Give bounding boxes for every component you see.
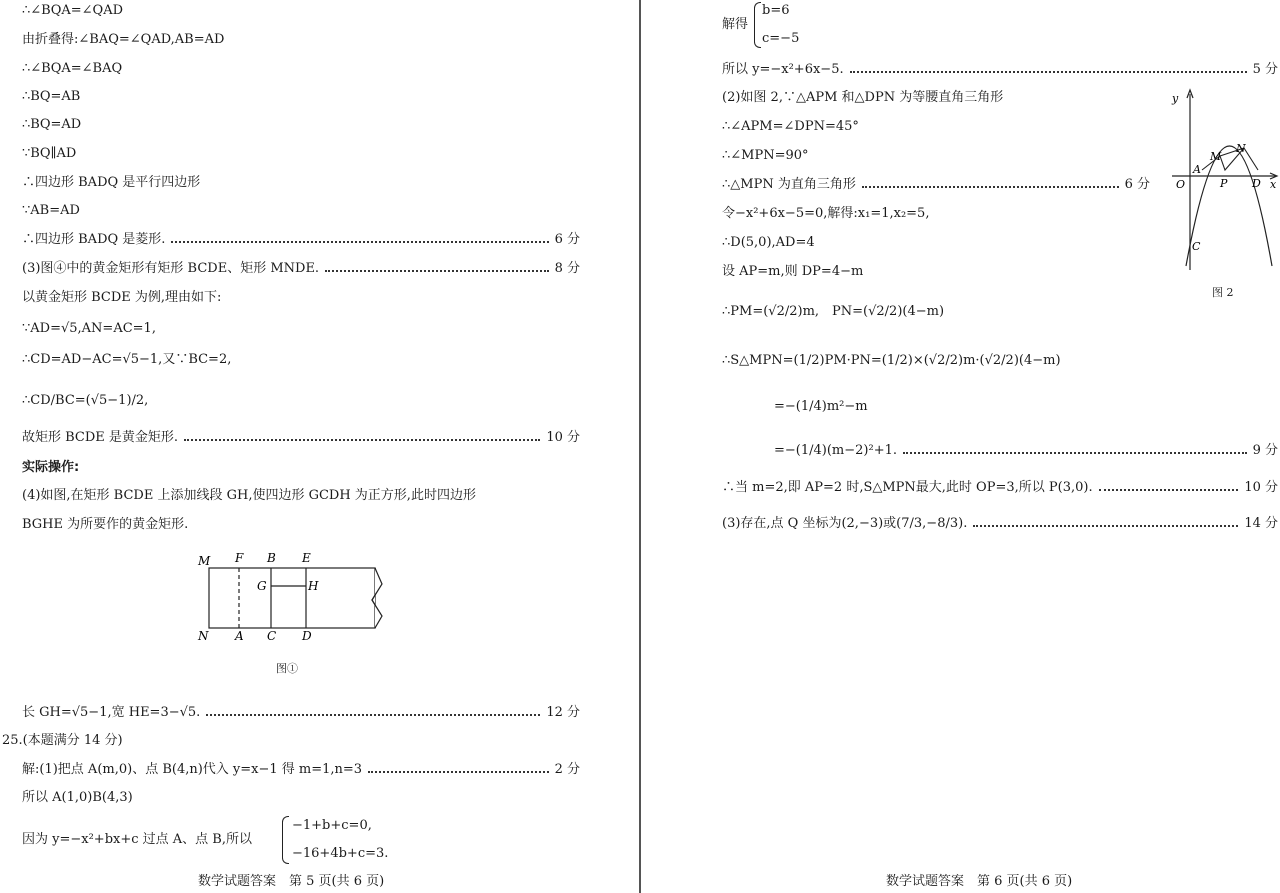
leader-dots [206, 714, 540, 716]
score-line [722, 177, 1150, 193]
label-p: P [1220, 177, 1228, 190]
step-text: 解:(1)把点 A(m,0)、点 B(4,n)代入 y=x−1 得 m=1,n=3 [22, 762, 363, 777]
score-line [774, 443, 1278, 459]
leader-dots [325, 270, 549, 272]
score-label: 14 分 [1244, 516, 1278, 531]
equation-line: −16+4b+c=3. [292, 846, 389, 861]
leader-dots [171, 241, 548, 243]
score-label: 2 分 [554, 762, 580, 777]
fraction-line: ∴CD/BC=(√5−1)/2, [22, 393, 149, 408]
equation-line: c=−5 [762, 31, 800, 46]
label-f: F [235, 551, 244, 565]
leader-dots [862, 186, 1119, 188]
score-line [722, 516, 1278, 532]
text-line: ∴CD=AD−AC=√5−1,又∵BC=2, [22, 352, 232, 367]
right-page [642, 0, 1280, 893]
formula-line: =−(1/4)m²−m [774, 399, 868, 414]
equation-line: −1+b+c=0, [292, 818, 372, 833]
label-n: N [1236, 142, 1246, 155]
label-m: M [1210, 150, 1222, 163]
figure-parabola [1168, 86, 1280, 272]
equation-line: b=6 [762, 3, 790, 18]
score-label: 12 分 [546, 705, 580, 720]
score-label: 10 分 [546, 430, 580, 445]
score-label: 10 分 [1244, 480, 1278, 495]
label-h: H [308, 579, 319, 593]
text-line: 因为 y=−x²+bx+c 过点 A、点 B,所以 [22, 832, 252, 847]
leader-dots [850, 71, 1247, 73]
page-footer: 数学试题答案 第 5 页(共 6 页) [198, 874, 385, 889]
figure-golden-rectangle [190, 548, 390, 648]
page-footer: 数学试题答案 第 6 页(共 6 页) [886, 874, 1073, 889]
text-line: ∵BQ∥AD [22, 146, 77, 161]
text-line: (2)如图 2,∵△APM 和△DPN 为等腰直角三角形 [722, 90, 1004, 105]
label-m: M [198, 554, 211, 568]
label-o: O [1176, 178, 1186, 191]
label-d: D [302, 629, 312, 643]
score-line [22, 705, 580, 721]
score-line [22, 232, 580, 248]
label-c: C [1192, 240, 1201, 253]
text-line: ∴四边形 BADQ 是平行四边形 [22, 175, 201, 190]
label-b: B [267, 551, 276, 565]
label-g: G [257, 579, 267, 593]
label-e: E [302, 551, 311, 565]
step-text: (3)存在,点 Q 坐标为(2,−3)或(7/3,−8/3). [722, 516, 968, 531]
outer-rectangle [209, 568, 375, 628]
text-line: 设 AP=m,则 DP=4−m [722, 264, 864, 279]
text-line: 由折叠得:∠BAQ=∠QAD,AB=AD [22, 32, 225, 47]
score-label: 6 分 [554, 232, 580, 247]
label-c: C [267, 629, 277, 643]
step-text: =−(1/4)(m−2)²+1. [774, 443, 897, 458]
text-line: ∴∠BQA=∠BAQ [22, 61, 123, 76]
score-line [722, 480, 1278, 496]
text-line: 以黄金矩形 BCDE 为例,理由如下: [22, 290, 222, 305]
text-line: ∴∠MPN=90° [722, 148, 809, 163]
text-line: 所以 A(1,0)B(4,3) [22, 790, 133, 805]
step-text: 故矩形 BCDE 是黄金矩形. [22, 430, 179, 445]
text-line: ∴BQ=AD [22, 117, 82, 132]
text-line: (4)如图,在矩形 BCDE 上添加线段 GH,使四边形 GCDH 为正方形,此时四边形 [22, 488, 476, 503]
step-text: (3)图④中的黄金矩形有矩形 BCDE、矩形 MNDE. [22, 261, 320, 276]
text-line: ∴BQ=AB [22, 89, 81, 104]
leader-dots [903, 452, 1247, 454]
score-label: 5 分 [1252, 62, 1278, 77]
step-text: 长 GH=√5−1,宽 HE=3−√5. [22, 705, 201, 720]
label-n: N [198, 629, 209, 643]
solve-label: 解得 [722, 17, 749, 32]
text-line: ∴∠APM=∠DPN=45° [722, 119, 859, 134]
score-line [722, 62, 1278, 78]
brace-system-1 [282, 816, 289, 864]
leader-dots [184, 439, 540, 441]
score-label: 8 分 [554, 261, 580, 276]
question-heading: 25.(本题满分 14 分) [2, 733, 123, 748]
section-heading: 实际操作: [22, 460, 80, 475]
brace-system-2 [754, 2, 761, 48]
step-text: ∴四边形 BADQ 是菱形. [22, 232, 166, 247]
step-text: 所以 y=−x²+6x−5. [722, 62, 844, 77]
text-line: BGHE 为所要作的黄金矩形. [22, 517, 189, 532]
score-line [22, 762, 580, 778]
score-label: 6 分 [1124, 177, 1150, 192]
figure-caption: 图① [276, 662, 298, 675]
label-y: y [1172, 92, 1179, 105]
leader-dots [368, 771, 549, 773]
formula-line: ∴PM=(√2/2)m, PN=(√2/2)(4−m) [722, 304, 945, 319]
label-a: A [1193, 163, 1201, 176]
figure-caption: 图 2 [1212, 286, 1234, 299]
text-line: ∴D(5,0),AD=4 [722, 235, 815, 250]
label-d: D [1252, 177, 1261, 190]
text-line: ∵AD=√5,AN=AC=1, [22, 321, 156, 336]
step-text: ∴△MPN 为直角三角形 [722, 177, 856, 192]
text-line: ∴∠BQA=∠QAD [22, 3, 124, 18]
score-label: 9 分 [1252, 443, 1278, 458]
label-a: A [235, 629, 244, 643]
leader-dots [1099, 489, 1239, 491]
text-line: 令−x²+6x−5=0,解得:x₁=1,x₂=5, [722, 206, 930, 221]
label-x: x [1270, 178, 1277, 191]
step-text: ∴当 m=2,即 AP=2 时,S△MPN最大,此时 OP=3,所以 P(3,0). [722, 480, 1093, 495]
score-line [22, 261, 580, 277]
leader-dots [973, 525, 1238, 527]
score-line [22, 430, 580, 446]
text-line: ∵AB=AD [22, 203, 80, 218]
formula-line: ∴S△MPN=(1/2)PM·PN=(1/2)×(√2/2)m·(√2/2)(4−m) [722, 353, 1061, 368]
